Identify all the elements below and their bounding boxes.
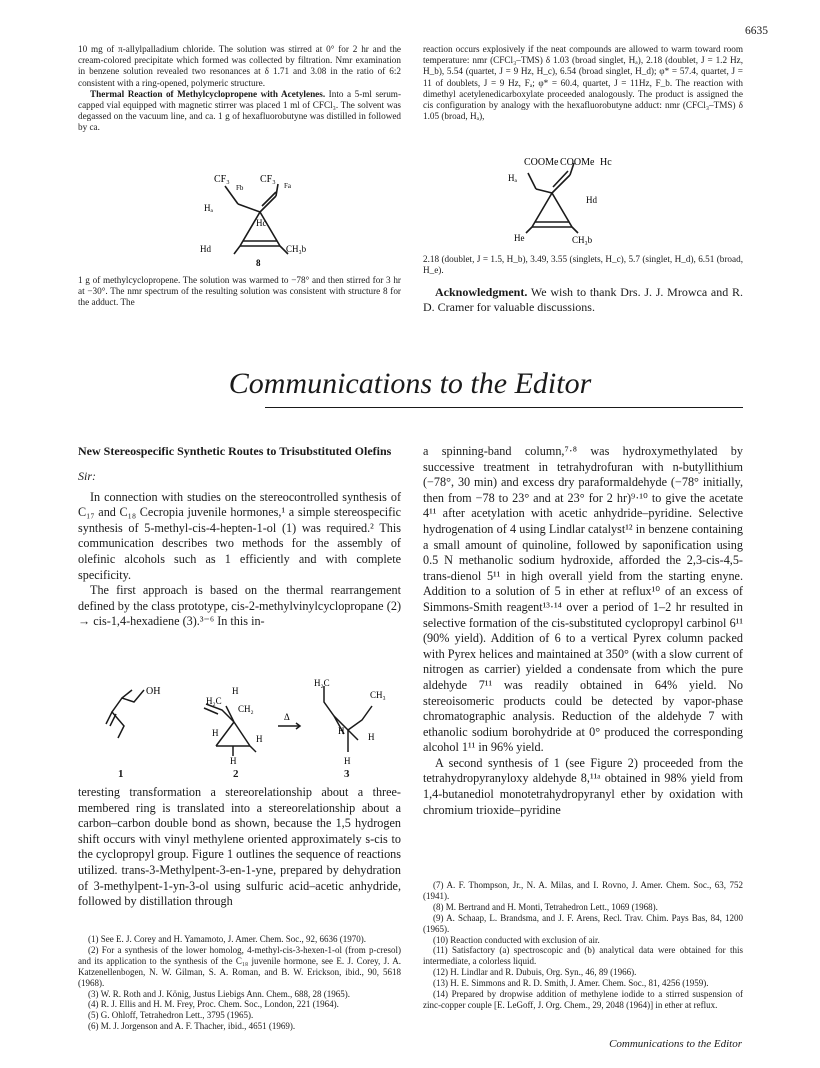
s8-ha: Hₐ [204,203,213,213]
footnote: (5) G. Ohloff, Tetrahedron Lett., 3795 (1965). [88,1010,254,1021]
scheme-oh: OH [146,686,161,697]
footnote: (10) Reaction conducted with exclusion of air. [433,934,600,945]
ack-heading: Acknowledgment. [435,285,528,299]
footnote: (9) A. Schaap, L. Brandsma, and J. F. Arens, Recl. Trav. Chim. Pays Bas, 84, 1200 (1965). [423,912,743,934]
structure-9 [488,151,638,251]
top-left-column-b [78,275,401,309]
structure-8 [190,168,330,270]
footnote: (2) For a synthesis of the lower homolog, 4-methyl-cis-3-hexen-1-ol (from p-cresol) and its application to the synthesis of the C₁₈ juvenile hormone, see E. J. Corey, J. A. Katzenellenbogen, N. W. Gilman, S. A. Roman, and B. W. Erickson, ibid., 90, 5618 (1968). [78,944,401,988]
salutation: Sir: [78,469,96,483]
s9-ch3: CH₃b [572,235,593,245]
s8-label: 8 [256,258,261,268]
article-left-column [78,444,401,630]
s9-hd: Hd [586,195,597,205]
s8-fb: Fb [236,184,244,192]
s8-hd: Hd [200,244,211,254]
scheme-ch2: CH₂ [238,704,254,714]
top-left-para-2-text: Into a 5-ml serum-capped vial equipped with magnetic stirrer was placed 1 ml of CFCl₃. The solvent was degassed on the vacuum line, and ca. 1 g of hexafluorobutyne was distilled in followed by ca. [78,88,402,133]
top-left-para-2 [78,89,401,134]
article-right-column [423,444,743,818]
footnote: (11) Satisfactory (a) spectroscopic and (b) analytical data were obtained for this intermediate, a colorless liquid. [423,945,743,967]
scheme-delta: Δ [284,712,290,722]
compound-label-1: 1 [118,768,124,780]
compound-label-3: 3 [344,768,350,780]
footnote: (7) A. F. Thompson, Jr., N. A. Milas, and I. Rovno, J. Amer. Chem. Soc., 63, 752 (1941). [423,880,743,901]
scheme-h2c-b: H₂C [314,678,330,688]
s9-he: He [514,233,525,243]
top-right-para-1: reaction occurs explosively if the neat compounds are allowed to warm toward room temperature: nmr (CFCl₃–TMS) δ 1.03 (broad singlet, Hₐ), 2.18 (doublet, J = 1.2 Hz, H_b), 5.54 (quartet, J = 9 Hz, H_c), 6.54 (broad singlet, H_d); φ* = 57.4, quartet, J = 11 of doublets, J = 9 Hz, Fₐ; φ* = 60.4, quartet, J = 11Hz, F_b. The reaction with dimethyl acetylenedicarboxylate proceeded analogously. The product is assigned the cis configuration by analogy with the hexafluorobutyne adduct: nmr (CFCl₃–TMS) δ 1.05 (broad, Hₐ), [423,44,743,122]
top-left-column [78,44,401,134]
scheme-h-a: H [232,686,239,696]
article-para-3: teresting transformation a stereorelationship about a three-membered ring is translated into a stereorelationship about a carbon–carbon double bond as shown, because the 1,5 hydrogen shift occurs with vinyl methylene oriented approximately s-cis to the cyclopropyl group. Figure 1 outlines the sequence of reactions utilized. trans-3-Methylpent-3-en-1-yne, prepared by dehydration of 3-methylpent-1-yn-3-ol using sulfuric acid–acetic anhydride, followed by distillation through [78,785,401,909]
top-right-column [423,44,743,122]
section-heading: Thermal Reaction of Methylcyclopropene with Acetylenes. [90,88,326,99]
article-para-1: In connection with studies on the stereocontrolled synthesis of C₁₇ and C₁₈ Cecropia juvenile hormones,¹ a simple stereospecific synthesis of 5-methyl-cis-4-hepten-1-ol (1) was required.² This communication describes two methods for the assembly of olefinic alcohols such as 1 efficiently and with complete specificity. [78,489,401,582]
footnote: (6) M. J. Jorgenson and A. F. Thacher, ibid., 4651 (1969). [88,1021,296,1032]
running-footer: Communications to the Editor [609,1038,742,1050]
footnotes-left [78,934,401,1032]
scheme-h-c: H [256,734,263,744]
compound-label-2: 2 [233,768,239,780]
s8-ch3: CH₃b [286,244,307,254]
scheme-h-g: H [344,756,351,766]
s8-cf3b: CF₃ [260,174,276,185]
page-number: 6635 [745,25,768,37]
footnotes-right [423,880,743,1011]
s8-fa: Fa [284,182,291,190]
scheme-h-b: H [212,728,219,738]
reaction-scheme [78,676,401,766]
footnote: (4) R. J. Ellis and H. M. Frey, Proc. Chem. Soc., London, 221 (1964). [88,999,339,1010]
s8-hc: Hc [256,218,267,228]
scheme-ch3: CH₃ [370,690,386,700]
footnote: (14) Prepared by dropwise addition of methylene iodide to a stirred suspension of zinc-copper couple [E. LeGoff, J. Org. Chem., 29, 2048 (1964)] in ether at reflux. [423,989,743,1010]
s9-hc: Hc [600,157,612,168]
footnote: (13) H. E. Simmons and R. D. Smith, J. Amer. Chem. Soc., 81, 4256 (1959). [433,978,709,989]
scheme-h-d: H [230,756,237,766]
article-para-5: A second synthesis of 1 (see Figure 2) proceeded from the tetrahydropyranyloxy aldehyde 8,¹¹ᵃ obtained in 98% yield from 1,4-butanediol monotetrahydropyranyl ether by oxidation with chromium trioxide–pyridine [423,755,743,817]
top-left-para-3: 1 g of methylcyclopropene. The solution was warmed to −78° and then stirred for 3 hr at −30°. The nmr spectrum of the resulting solution was consistent with structure 8 for the adduct. The [78,275,401,308]
ack-body: We wish to thank Drs. J. J. Mrowca and R. D. Cramer for valuable discussions. [423,285,743,314]
scheme-h-f: H [368,732,375,742]
top-right-para-2: 2.18 (doublet, J = 1.5, H_b), 3.49, 3.55 (singlets, H_c), 5.7 (singlet, H_d), 6.51 (broad, H_e). [423,254,743,276]
s9-coome1: COOMe [524,157,559,168]
article-left-column-b [78,785,401,910]
s8-cf3a: CF₃ [214,174,230,185]
s9-coome2: COOMe [560,157,595,168]
top-left-para-1: 10 mg of π-allylpalladium chloride. The solution was stirred at 0° for 2 hr and the cream-colored precipitate which formed was collected by filtration. Nmr examination in benzene solution revealed two resonances at δ 1.71 and 3.08 in the ratio of 6:2 consistent with a ring-opened, polymeric structure. [78,44,401,88]
section-rule [265,407,743,408]
section-title: Communications to the Editor [228,367,592,400]
article-para-4: a spinning-band column,⁷·⁸ was hydroxymethylated by successive treatment in tetrahydrofuran with n-butyllithium (−78°, 30 min) and excess dry paraformaldehyde (−78° initially, then from −78 to 23° and at 23° for 2 hr)⁹·¹⁰ to give the acetate 4¹¹ after acetylation with acetic anhydride–pyridine. Selective hydrogenation of 4 using Lindlar catalyst¹² in benzene containing a small amount of quinoline, followed by saponification using 0.5 N methanolic sodium hydroxide, afforded the 2,3-cis-4,5-trans-dienol 5¹¹ in high overall yield from the starting enyne. Addition to a solution of 5 in ether at reflux¹⁰ of an excess of Simmons-Smith reagent¹³·¹⁴ over a period of 1–2 hr resulted in selective formation of the cis-substituted cyclopropyl carbinol 6¹¹ (90% yield). Addition of 6 to a vertical Pyrex column packed with Pyrex helices and maintained at 350° (with a slow current of nitrogen as carrier) yielded a condensate from which the pure aldehyde 7¹¹ was readily obtained in 64% yield. No stereoisomeric products could be detected by vapor-phase chromatographic analysis. Reduction of the aldehyde 7 with ethanolic sodium borohydride at 0° produced the corresponding alcohol 1¹¹ in 96% yield. [423,444,743,755]
s9-ha: Hₐ [508,173,517,183]
footnote: (12) H. Lindlar and R. Dubuis, Org. Syn., 46, 89 (1966). [433,967,637,978]
scheme-h2c-a: H₂C [206,696,222,706]
article-title: New Stereospecific Synthetic Routes to Trisubstituted Olefins [78,444,392,458]
footnote: (8) M. Bertrand and H. Monti, Tetrahedron Lett., 1069 (1968). [433,901,658,912]
acknowledgment [423,285,743,314]
footnote: (1) See E. J. Corey and H. Yamamoto, J. Amer. Chem. Soc., 92, 6636 (1970). [88,934,366,944]
article-para-2: The first approach is based on the thermal rearrangement defined by the class prototype, cis-2-methylvinylcyclopropane (2) → cis-1,4-hexadiene (3).³⁻⁶ In this in- [78,583,401,629]
top-right-column-b [423,254,743,276]
scheme-h-e: H [338,726,345,736]
footnote: (3) W. R. Roth and J. König, Justus Liebigs Ann. Chem., 688, 28 (1965). [88,988,351,999]
